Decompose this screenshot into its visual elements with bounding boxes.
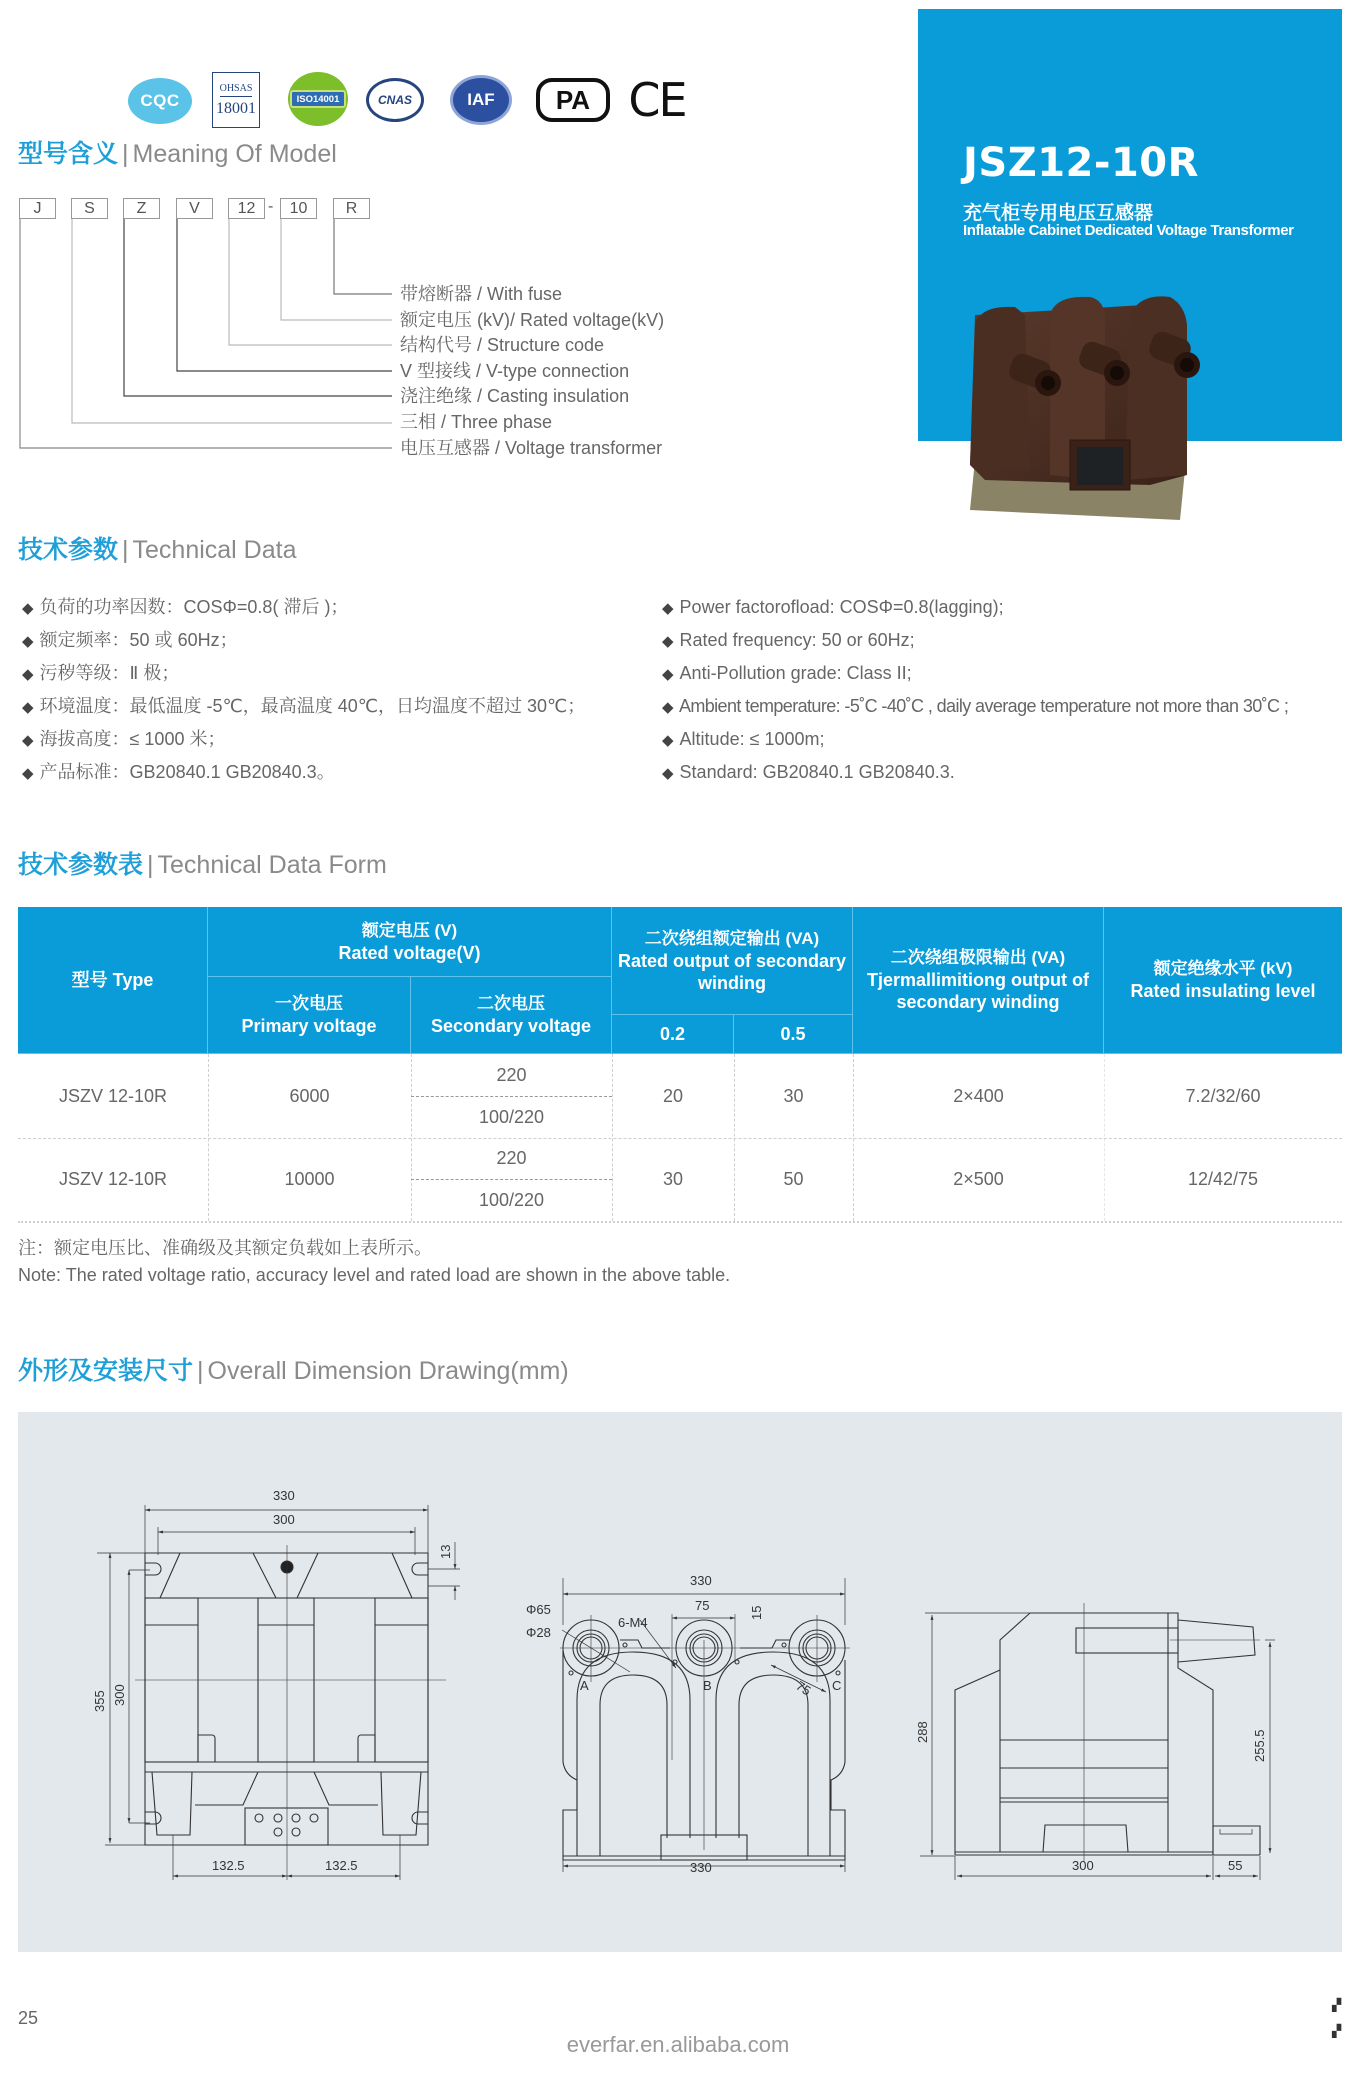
cell-secondary: 100/220 <box>478 1189 545 1210</box>
section-title-model-meaning: 型号含义 | Meaning Of Model <box>18 140 337 168</box>
th-primary-voltage: 一次电压 Primary voltage <box>208 977 411 1054</box>
code-box-v: V <box>176 198 213 219</box>
cell-primary: 10000 <box>284 1169 335 1189</box>
svg-text:B: B <box>703 1678 712 1693</box>
iso14001-logo: ISO14001 <box>288 72 348 126</box>
bullet-cn-power-factor: ◆ 负荷的功率因数：COSΦ=0.8( 滞后 )； <box>22 597 349 617</box>
svg-text:13: 13 <box>438 1544 453 1559</box>
bullet-en-altitude: ◆ Altitude: ≤ 1000m; <box>662 729 825 749</box>
diamond-icon: ◆ <box>22 633 34 650</box>
ce-logo: CE <box>628 73 686 127</box>
bullet-cn-pollution: ◆ 污秽等级：Ⅱ 极； <box>22 663 180 683</box>
product-subtitle-en: Inflatable Cabinet Dedicated Voltage Transformer <box>963 222 1294 239</box>
front-view-drawing <box>97 1505 460 1880</box>
code-box-10: 10 <box>280 198 317 219</box>
code-dash: - <box>268 198 274 215</box>
svg-text:6-M4: 6-M4 <box>618 1615 648 1630</box>
svg-text:300: 300 <box>112 1684 127 1706</box>
th-rated-output: 二次绕组额定输出 (VA) Rated output of secondary winding <box>612 907 853 1015</box>
cell-insulation: 7.2/32/60 <box>1185 1085 1261 1106</box>
code-box-12: 12 <box>228 198 265 219</box>
bullet-en-temperature: ◆ Ambient temperature: -5˚C -40˚C , daily average temperature not more than 30˚C ; <box>662 696 1289 716</box>
cnas-logo: CNAS <box>366 78 424 122</box>
cqc-logo: CQC <box>128 78 192 124</box>
svg-text:330: 330 <box>273 1488 295 1503</box>
cell-primary: 6000 <box>289 1085 330 1106</box>
th-class-0-2: 0.2 <box>612 1015 734 1054</box>
product-subtitle-cn: 充气柜专用电压互感器 <box>963 203 1154 224</box>
svg-text:132.5: 132.5 <box>212 1858 245 1873</box>
svg-text:132.5: 132.5 <box>325 1858 358 1873</box>
bullet-en-frequency: ◆ Rated frequency: 50 or 60Hz; <box>662 630 915 650</box>
diamond-icon: ◆ <box>662 666 674 683</box>
table-note-cn: 注：额定电压比、准确级及其额定负载如上表所示。 <box>18 1238 432 1258</box>
diamond-icon: ◆ <box>662 765 674 782</box>
svg-text:255.5: 255.5 <box>1252 1729 1267 1762</box>
th-secondary-voltage: 二次电压 Secondary voltage <box>411 977 612 1054</box>
cell-secondary: 220 <box>496 1064 527 1085</box>
front-view-labels <box>92 1488 453 1873</box>
legend-casting-insulation: 浇注绝缘 / Casting insulation <box>400 386 630 406</box>
legend-voltage-transformer: 电压互感器 / Voltage transformer <box>400 438 663 458</box>
pa-logo: PA <box>536 78 610 122</box>
cell-secondary: 100/220 <box>478 1106 545 1127</box>
th-class-0-5: 0.5 <box>734 1015 853 1054</box>
svg-text:Φ65: Φ65 <box>526 1602 551 1617</box>
code-box-z: Z <box>123 198 160 219</box>
cell-secondary: 220 <box>496 1148 527 1168</box>
svg-text:C: C <box>832 1678 842 1693</box>
top-view-drawing <box>560 1578 850 1872</box>
ohsas-18001-logo: OHSAS 18001 <box>212 72 260 128</box>
iaf-logo: IAF <box>450 75 512 125</box>
corner-mark: ▞ <box>1332 1998 1342 2012</box>
watermark: everfar.en.alibaba.com <box>566 2032 790 2057</box>
page-number: 25 <box>18 2008 39 2028</box>
svg-text:288: 288 <box>915 1721 930 1743</box>
svg-text:55: 55 <box>1228 1858 1243 1873</box>
diamond-icon: ◆ <box>662 732 674 749</box>
diamond-icon: ◆ <box>22 765 34 782</box>
legend-rated-voltage: 额定电压 (kV)/ Rated voltage(kV) <box>400 310 665 330</box>
legend-structure-code: 结构代号 / Structure code <box>400 335 605 355</box>
product-model-title: JSZ12-10R <box>963 140 1199 186</box>
code-box-r: R <box>333 198 370 219</box>
svg-text:300: 300 <box>273 1512 295 1527</box>
cell-insulation: 12/42/75 <box>1187 1169 1259 1189</box>
bullet-cn-temperature: ◆ 环境温度：最低温度 -5℃，最高温度 40℃，日均温度不超过 30℃； <box>22 696 586 716</box>
side-view-labels <box>915 1721 1267 1873</box>
th-thermal-output: 二次绕组极限输出 (VA) Tjermallimitiong output of secondary winding <box>853 907 1104 1054</box>
bullet-cn-standard: ◆ 产品标准：GB20840.1 GB20840.3。 <box>22 762 335 782</box>
cell-thermal: 2×400 <box>953 1085 1004 1106</box>
legend-v-type: V 型接线 / V-type connection <box>400 361 630 381</box>
diamond-icon: ◆ <box>22 600 34 617</box>
diamond-icon: ◆ <box>22 732 34 749</box>
svg-text:300: 300 <box>1072 1858 1094 1873</box>
bullet-cn-altitude: ◆ 海拔高度：≤ 1000 米； <box>22 729 226 749</box>
bullet-cn-frequency: ◆ 额定频率：50 或 60Hz； <box>22 630 238 650</box>
table-note-en: Note: The rated voltage ratio, accuracy level and rated load are shown in the above table. <box>18 1265 731 1285</box>
corner-mark: ▞ <box>1332 2024 1342 2038</box>
svg-text:330: 330 <box>690 1860 712 1875</box>
cell-type: JSZV 12-10R <box>58 1085 168 1106</box>
code-box-j: J <box>19 198 56 219</box>
svg-text:75: 75 <box>793 1677 814 1699</box>
diamond-icon: ◆ <box>662 699 673 716</box>
diamond-icon: ◆ <box>662 600 674 617</box>
svg-text:15: 15 <box>749 1605 764 1620</box>
cell-type: JSZV 12-10R <box>58 1169 168 1189</box>
svg-text:A: A <box>580 1678 589 1693</box>
code-box-s: S <box>71 198 108 219</box>
diamond-icon: ◆ <box>22 666 34 683</box>
th-rated-voltage: 额定电压 (V) Rated voltage(V) <box>208 907 612 977</box>
diamond-icon: ◆ <box>662 633 674 650</box>
svg-text:Φ28: Φ28 <box>526 1625 551 1640</box>
svg-text:330: 330 <box>690 1573 712 1588</box>
svg-text:75: 75 <box>695 1598 710 1613</box>
section-title-data-form: 技术参数表 | Technical Data Form <box>18 851 387 879</box>
cell-output-0-2: 20 <box>662 1085 684 1106</box>
th-type: 型号 Type <box>18 907 208 1054</box>
side-view-drawing <box>920 1603 1275 1880</box>
svg-text:355: 355 <box>92 1690 107 1712</box>
diamond-icon: ◆ <box>22 699 34 716</box>
section-title-dimension-drawing: 外形及安装尺寸 | Overall Dimension Drawing(mm) <box>18 1357 569 1385</box>
legend-three-phase: 三相 / Three phase <box>400 412 553 432</box>
section-title-technical-data: 技术参数 | Technical Data <box>18 536 297 564</box>
bullet-en-pollution: ◆ Anti-Pollution grade: Class II; <box>662 663 912 683</box>
cell-output-0-5: 50 <box>783 1169 804 1189</box>
cell-output-0-5: 30 <box>783 1085 804 1106</box>
cell-output-0-2: 30 <box>662 1169 684 1189</box>
bullet-en-standard: ◆ Standard: GB20840.1 GB20840.3. <box>662 762 955 782</box>
bullet-en-power-factor: ◆ Power factorofload: COSΦ=0.8(lagging); <box>662 597 1004 617</box>
cell-thermal: 2×500 <box>953 1169 1004 1189</box>
legend-with-fuse: 带熔断器 / With fuse <box>400 284 563 304</box>
th-insulation-level: 额定绝缘水平 (kV) Rated insulating level <box>1104 907 1342 1054</box>
